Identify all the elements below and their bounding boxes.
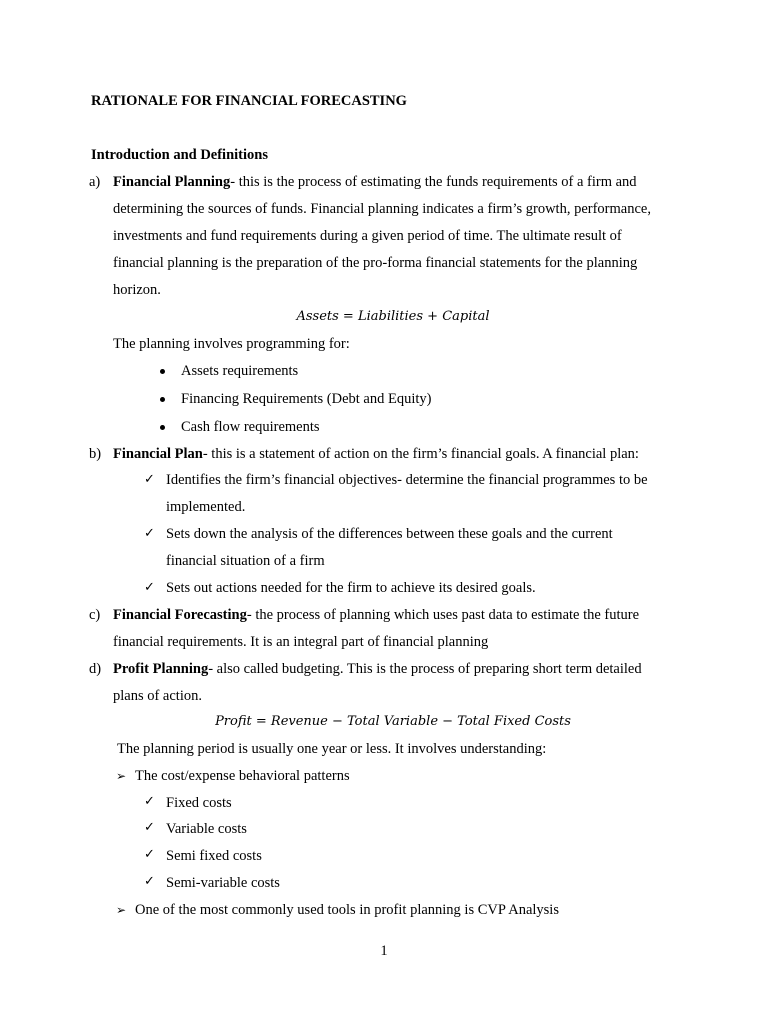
arrow-item: The cost/expense behavioral patterns — [135, 768, 350, 784]
term-financial-plan: Financial Plan — [113, 446, 203, 462]
arrow-item: One of the most commonly used tools in profit planning is CVP Analysis — [135, 902, 559, 918]
check-item: Sets down the analysis of the differences between these goals and the current — [166, 526, 613, 542]
item-marker-b: b) — [89, 446, 102, 462]
cost-check-item: Semi fixed costs — [166, 848, 262, 864]
item-d-first-line — [113, 661, 642, 678]
bullet-icon — [160, 397, 165, 402]
cost-check-item: Variable costs — [166, 821, 247, 837]
check-item: Sets out actions needed for the firm to achieve its desired goals. — [166, 580, 536, 596]
planning-period-line: The planning period is usually one year or less. It involves understanding: — [117, 741, 547, 757]
checkmark-icon: ✓ — [144, 526, 155, 541]
item-b-text: - this is a statement of action on the firm’s financial goals. A financial plan: — [202, 446, 639, 462]
term-financial-forecasting: Financial Forecasting — [113, 607, 247, 623]
term-profit-planning: Profit Planning — [113, 661, 209, 677]
checkmark-icon: ✓ — [144, 847, 155, 862]
item-b-first-line — [113, 446, 639, 463]
item-marker-d: d) — [89, 661, 102, 677]
item-c-first-line — [113, 607, 639, 624]
bullet-item: Cash flow requirements — [181, 419, 320, 435]
equation-profit: Profit = Revenue − Total Variable − Total Fixed Costs — [215, 714, 571, 729]
bullet-item: Financing Requirements (Debt and Equity) — [181, 391, 432, 407]
check-item: Identifies the firm’s financial objectives- determine the financial programmes to be — [166, 472, 648, 488]
item-c-line: financial requirements. It is an integral part of financial planning — [113, 634, 489, 650]
cost-check-item: Semi-variable costs — [166, 875, 280, 891]
item-a-line: financial planning is the preparation of the pro-forma financial statements for the planning — [113, 255, 638, 271]
item-c-text: - the process of planning which uses past data to estimate the future — [246, 607, 640, 623]
bullet-item: Assets requirements — [181, 363, 299, 379]
page-number: 1 — [380, 943, 388, 959]
item-a-line: horizon. — [113, 282, 161, 298]
check-item-continuation: implemented. — [166, 499, 246, 515]
item-a-line: determining the sources of funds. Financial planning indicates a firm’s growth, performance, — [113, 201, 651, 217]
item-a-text: - this is the process of estimating the funds requirements of a firm and — [230, 174, 637, 190]
item-a-first-line — [113, 174, 637, 191]
item-a-line: investments and fund requirements during a given period of time. The ultimate result of — [113, 228, 622, 244]
section-heading: Introduction and Definitions — [91, 147, 268, 163]
planning-intro: The planning involves programming for: — [113, 336, 350, 352]
checkmark-icon: ✓ — [144, 580, 155, 595]
item-d-text: - also called budgeting. This is the process of preparing short term detailed — [208, 661, 642, 677]
cost-check-item: Fixed costs — [166, 795, 232, 811]
bullet-icon — [160, 425, 165, 430]
check-item-continuation: financial situation of a firm — [166, 553, 325, 569]
item-marker-a: a) — [89, 174, 101, 190]
checkmark-icon: ✓ — [144, 794, 155, 809]
checkmark-icon: ✓ — [144, 874, 155, 889]
item-marker-c: c) — [89, 607, 101, 623]
checkmark-icon: ✓ — [144, 820, 155, 835]
bullet-icon — [160, 369, 165, 374]
item-d-line: plans of action. — [113, 688, 202, 704]
checkmark-icon: ✓ — [144, 472, 155, 487]
equation-assets: Assets = Liabilities + Capital — [296, 309, 490, 324]
arrow-bullet-icon: ➢ — [116, 903, 127, 917]
term-financial-planning: Financial Planning — [113, 174, 231, 190]
arrow-bullet-icon: ➢ — [116, 769, 127, 783]
document-title: RATIONALE FOR FINANCIAL FORECASTING — [91, 93, 407, 109]
